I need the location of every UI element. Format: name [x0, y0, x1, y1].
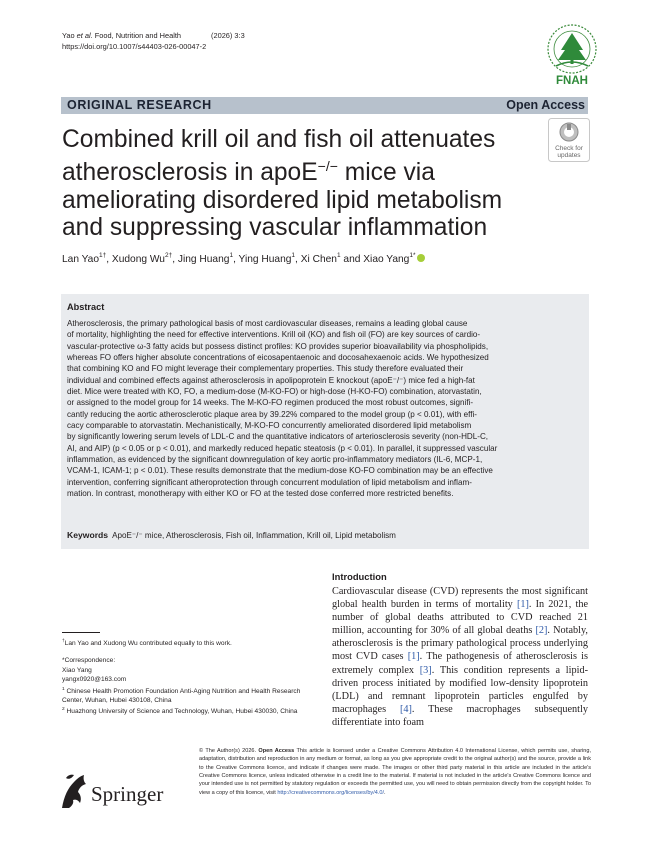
introduction-heading: Introduction	[332, 571, 387, 582]
author: Ying Huang$^1$	[238, 252, 296, 265]
author: Lan Yao$^{1\dagger}$	[62, 252, 107, 265]
abstract-line: cantly reducing the aortic atherosclerotic plaque area by 39.22% compared to the model group (p < 0.01), with effi-	[67, 409, 477, 419]
springer-wordmark: Springer	[91, 782, 164, 806]
footnote-divider	[62, 632, 100, 633]
footnotes	[62, 637, 312, 717]
orcid-icon[interactable]	[417, 254, 425, 262]
introduction-text: Cardiovascular disease (CVD) represents the most significant global health burden in terms of mortality [1]. In 2021, the number of global deaths attributed to CVD reached 21 million, accounting for 30% of all global deaths [2]. Notably, atherosclerosis is the primary pathological process underlying most CVD cases [1]. The pathogenesis of atherosclerosis is extremely complex [3]. This condition represents a lipid-driven process initiated by modified low-density lipoprotein (LDL) and remnant lipoprotein particles engulfed by macrophages [4]. These macrophages subsequently differentiate into foam	[332, 586, 589, 728]
keywords	[67, 530, 396, 540]
correspondence-label: *Correspondence:	[62, 657, 116, 665]
author: Xiao Yang$^{1*}$	[363, 252, 416, 265]
abstract-line: whereas FO offers higher absolute concentrations of eicosapentaenoic and docosahexaenoic acids. We hypothesized	[67, 353, 489, 363]
journal-reference: Yao et al. Food, Nutrition and Health (2026) 3:3	[62, 31, 245, 40]
section-banner	[61, 97, 588, 114]
open-access-label: Open Access	[506, 98, 585, 112]
affiliation-1: $^1$ Chinese Health Promotion Foundation Anti-Aging Nutrition and Health Research Center, Wuhan, Hubei 430108, China	[62, 686, 301, 705]
article-title: Combined krill oil and fish oil attenuates atherosclerosis in apoE−/− mice via ameliorating disordered lipid metabolism and suppressing vascular inflammation	[62, 126, 503, 242]
author-list: Lan Yao$^{1\dagger}$, Xudong $Wu^{2\dagger}$, Jing Huang$^1$, Ying Huang$^1$, Xi Chen$^1$ and Xiao Yang$^{1*}$	[62, 252, 425, 265]
abstract-line: by significantly lowering serum levels of LDL-C and the quantitative indicators of arteriosclerosis severity (non-HDL-C,	[67, 432, 489, 442]
corresponding-email[interactable]: yangx0920@163.com	[62, 676, 127, 684]
fnah-logo-text: FNAH	[556, 75, 588, 87]
abstract-line: Atherosclerosis, the primary pathological basis of most cardiovascular diseases, remains a leading global cause	[67, 319, 468, 328]
check-for-label: Check for	[555, 145, 583, 152]
abstract-line: cacy comparable to atorvastatin. Mechanistically, M-KO-FO concurrently ameliorated disordered lipid metabolism	[67, 421, 472, 431]
doi-link[interactable]: https://doi.org/10.1007/s44403-026-00047-2	[62, 41, 207, 51]
abstract-box	[61, 294, 589, 549]
check-for-updates-badge[interactable]	[548, 118, 590, 162]
abstract-line: vascular-protective ω-3 fatty acids but possess distinct profiles: KO provides superior bioavailability via phospholipids,	[67, 341, 489, 351]
abstract-line: AI, and AIP) (p < 0.05 or p < 0.01), and markedly reduced hepatic steatosis (p < 0.01). In parallel, it suppressed vascular	[67, 443, 498, 453]
springer-horse-icon	[62, 775, 86, 808]
springer-logo	[58, 770, 183, 812]
abstract-line: diet. Mice were treated with KO, FO, a medium-dose (M-KO-FO) or high-dose (H-KO-FO) combination, atorvastatin,	[67, 387, 482, 397]
abstract-line: intervention, conferring significant atheroprotection through concurrent modulation of lipid metabolism and inflam-	[67, 477, 472, 487]
abstract-line: or assigned to the model group for 14 weeks. The M-KO-FO regimen produced the most robust outcomes, signifi-	[67, 398, 474, 408]
author: Jing Huang$^1$	[177, 252, 234, 265]
license-text: © The Author(s) 2026. Open Access This article is licensed under a Creative Commons Attribution 4.0 International License, which permits use, sharing, adaptation, distribution and reproduction in any medium or format, as long as you give appropriate credit to the original author(s) and the source, provide a link to the Creative Commons licence, and indicate if changes were made. The images or other third party material in this article are included in the article's Creative Commons licence, unless indicated otherwise in a credit line to the material. If material is not included in the article's Creative Commons licence and your intended use is not permitted by statutory regulation or exceeds the permitted use, you will need to obtain permission directly from the copyright holder. To view a copy of this licence, visit http://creativecommons.org/licenses/by/4.0/.	[199, 748, 591, 796]
author: Xudong $Wu^{2\dagger}$	[111, 252, 173, 265]
updates-label: updates	[557, 152, 581, 159]
abstract-text	[67, 318, 581, 500]
abstract-line: inflammation, as evidenced by the significant downregulation of key aortic pro-inflammatory mediators (IL-6, MCP-1,	[67, 455, 483, 465]
corresponding-author: Xiao Yang	[62, 666, 92, 674]
abstract-line: individual and combined effects against atherosclerosis in apolipoprotein E knockout (apoE⁻/⁻) mice fed a high-fat	[67, 375, 475, 385]
fnah-logo	[546, 22, 598, 92]
abstract-heading: Abstract	[67, 302, 105, 312]
journal-header	[62, 31, 245, 52]
abstract-line: of mortality, highlighting the need for effective interventions. Krill oil (KO) and fish oil (FO) are key sources of cardio-	[67, 330, 481, 340]
abstract-line: mation. In contrast, monotherapy with either KO or FO at the tested dose conferred more restricted benefits.	[67, 489, 454, 499]
license-link[interactable]: http://creativecommons.org/licenses/by/4.0/	[277, 789, 384, 796]
abstract-line: that combining KO and FO might leverage their complementary properties. This study therefore evaluated their	[67, 364, 464, 374]
keywords-list: ApoE⁻/⁻ mice, Atherosclerosis, Fish oil, Inflammation, Krill oil, Lipid metabolism	[112, 531, 396, 540]
affiliation-2: $^2$ Huazhong University of Science and Technology, Wuhan, Hubei 430030, China	[62, 707, 298, 716]
equal-contribution-note: †Lan Yao and Xudong Wu contributed equally to this work.	[62, 639, 232, 647]
abstract-line: VCAM-1, ICAM-1; p < 0.01). These results demonstrate that the medium-dose KO-FO combination may be an effective	[67, 466, 493, 476]
section-label: ORIGINAL RESEARCH	[67, 98, 212, 112]
keywords-label: Keywords	[67, 530, 109, 540]
author: Xi Chen$^1$	[300, 252, 341, 265]
